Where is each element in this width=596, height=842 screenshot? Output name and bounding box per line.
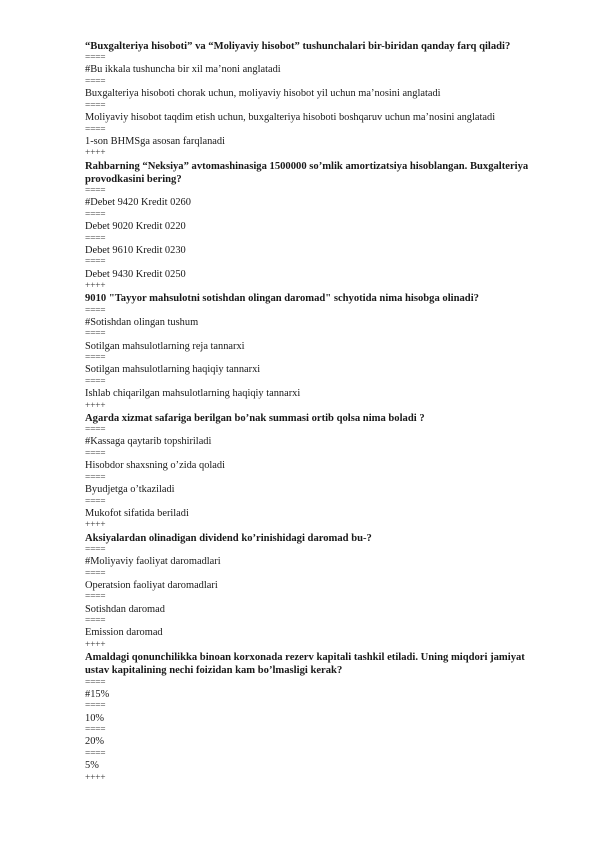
question-text: Amaldagi qonunchilikka binoan korxonada rezerv kapitali tashkil etiladi. Uning miqdori jamiyat ustav kapitalining nechi foizidan kam bo’lmasligi kerak? [85, 652, 525, 677]
separator-line: ==== [85, 725, 106, 736]
question-text: “Buxgalteriya hisoboti” va “Moliyaviy hisobot” tushunchalari bir-biridan qanday farq qiladi? [85, 41, 511, 52]
answer-option: Moliyaviy hisobot taqdim etish uchun, buxgalteriya hisoboti boshqaruv uchun ma’nosini anglatadi [85, 112, 496, 123]
separator-line: ==== [85, 53, 106, 64]
separator-line: ==== [85, 353, 106, 364]
answer-option: 10% [85, 712, 105, 724]
separator-line: ==== [85, 616, 106, 627]
separator-line: ==== [85, 748, 106, 759]
separator-line: ==== [85, 305, 106, 316]
separator-line: ++++ [85, 281, 106, 292]
separator-line: ==== [85, 677, 106, 688]
separator-line: ==== [85, 186, 106, 196]
separator-line: ==== [85, 568, 106, 579]
question-text: Rahbarning “Neksiya” avtomashinasiga 1500000 so’mlik amortizatsiya hisoblangan. Buxgalteriya provodkasini bering? [85, 160, 529, 185]
separator-line: ++++ [85, 772, 106, 783]
answer-option: #Bu ikkala tushuncha bir xil ma’noni anglatadi [85, 64, 281, 76]
separator-line: ==== [85, 257, 106, 268]
separator-line: ==== [85, 124, 106, 135]
separator-line: ==== [85, 425, 106, 436]
separator-line: ++++ [85, 400, 106, 411]
separator-line: ==== [85, 701, 106, 712]
answer-option: #Kassaga qaytarib topshiriladi [85, 436, 212, 448]
answer-option: Debet 9020 Kredit 0220 [85, 221, 186, 232]
answer-option: Emission daromad [85, 627, 163, 639]
separator-line: ==== [85, 100, 106, 111]
separator-line: ==== [85, 209, 106, 220]
answer-option: #15% [85, 688, 110, 700]
separator-line: ==== [85, 544, 106, 555]
separator-line: ++++ [85, 148, 106, 159]
answer-option: Sotishdan daromad [85, 603, 165, 615]
answer-option: Operatsion faoliyat daromadlari [85, 579, 218, 591]
question-text: Agarda xizmat safariga berilgan bo’nak summasi ortib qolsa nima boladi ? [85, 412, 425, 424]
answer-option: Mukofot sifatida beriladi [85, 507, 189, 519]
answer-option: Hisobdor shaxsning o’zida qoladi [85, 460, 225, 472]
answer-option: Sotilgan mahsulotlarning reja tannarxi [85, 340, 245, 352]
answer-option: #Moliyaviy faoliyat daromadlari [85, 555, 221, 567]
separator-line: ==== [85, 496, 106, 507]
question-text: 9010 "Tayyor mahsulotni sotishdan olingan daromad" schyotida nima hisobga olinadi? [85, 293, 479, 305]
answer-option: Debet 9430 Kredit 0250 [85, 268, 186, 280]
answer-option: 1-son BHMSga asosan farqlanadi [85, 135, 225, 147]
separator-line: ++++ [85, 639, 106, 650]
answer-option: 20% [85, 736, 105, 748]
separator-line: ==== [85, 329, 106, 340]
answer-option: Buxgalteriya hisoboti chorak uchun, moliyaviy hisobot yil uchun ma’nosini anglatadi [85, 88, 441, 100]
answer-option: Sotilgan mahsulotlarning haqiqiy tannarxi [85, 364, 261, 376]
separator-line: ==== [85, 233, 106, 244]
answer-option: #Sotishdan olingan tushum [85, 316, 199, 328]
separator-line: ==== [85, 77, 106, 87]
question-text: Aksiyalardan olinadigan dividend ko’rinishidagi daromad bu-? [85, 532, 372, 544]
answer-option: Debet 9610 Kredit 0230 [85, 244, 186, 256]
answer-option: 5% [85, 760, 99, 772]
separator-line: ==== [85, 448, 106, 459]
answer-option: #Debet 9420 Kredit 0260 [85, 197, 191, 209]
separator-line: ++++ [85, 520, 106, 531]
separator-line: ==== [85, 472, 106, 483]
separator-line: ==== [85, 592, 106, 603]
answer-option: Ishlab chiqarilgan mahsulotlarning haqiqiy tannarxi [85, 388, 301, 400]
separator-line: ==== [85, 376, 106, 387]
answer-option: Byudjetga o’tkaziladi [85, 483, 175, 495]
